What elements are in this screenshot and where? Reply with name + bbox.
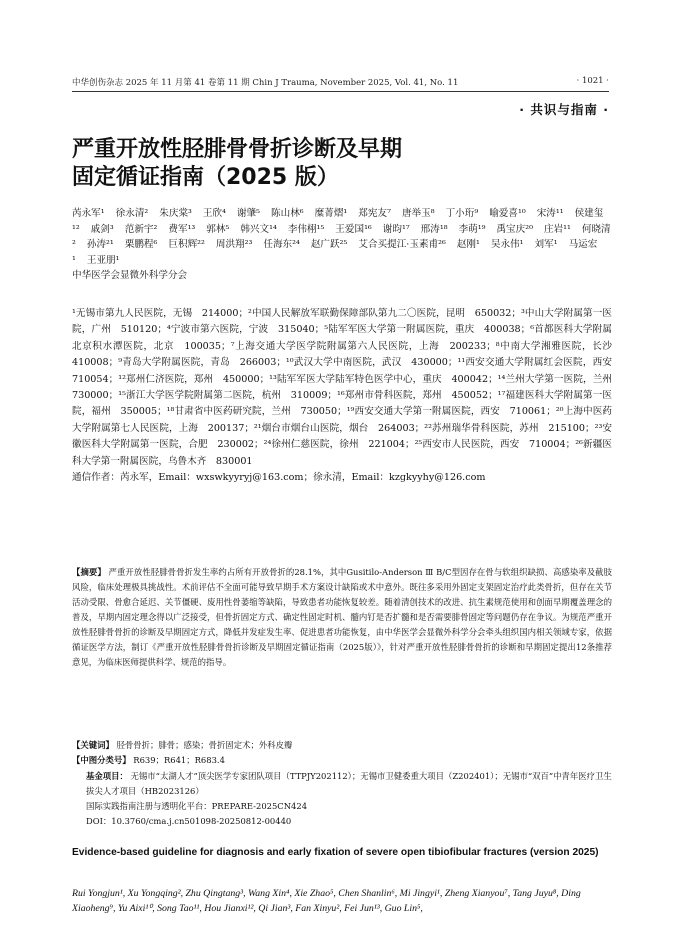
author-name: 郭林⁵ <box>206 223 230 235</box>
author-name: 王爱国¹⁶ <box>335 223 372 235</box>
author-name: 王欣⁴ <box>202 208 226 219</box>
author-name: 赵刚¹ <box>456 239 480 251</box>
correspondence: 通信作者：芮永军，Email：wxswkyyryj@163.com；徐永清，Email：kzgkyyhy@126.com <box>72 472 486 484</box>
author-name: 禹宝庆²⁰ <box>496 223 533 235</box>
english-title: Evidence-based guideline for diagnosis and early fixation of severe open tibiofibular fractures (version 2025) <box>72 847 599 858</box>
author-name: 王亚朋¹ <box>86 254 120 266</box>
author-name: 邢涛¹⁸ <box>420 223 448 235</box>
page-number: · 1021 · <box>576 76 609 86</box>
abstract-label: 【摘要】 <box>72 567 106 577</box>
author-name: 徐永清² <box>115 208 149 219</box>
author-name: 谢昀¹⁷ <box>382 223 410 235</box>
author-name: 刘军¹ <box>534 239 558 251</box>
author-name: 艾合买提江·玉素甫²⁶ <box>358 239 446 251</box>
author-name: 糜菁熠¹ <box>314 208 348 219</box>
author-name: 费军¹³ <box>168 223 196 235</box>
author-list <box>72 206 612 284</box>
author-name: 韩兴文¹⁴ <box>240 223 277 235</box>
author-name: 栗鹏程⁶ <box>124 239 158 251</box>
author-name: 芮永军¹ <box>72 208 105 219</box>
author-name: 李伟栩¹⁵ <box>287 223 325 235</box>
author-name: 何晓清² <box>72 223 611 251</box>
header-rule <box>72 91 609 92</box>
class-codes: R639；R641；R683.4 <box>133 755 225 765</box>
author-name: 孙涛²¹ <box>86 239 114 251</box>
fund-text: 无锡市“太湖人才”顶尖医学专家团队项目（TTPJY202112）；无锡市卫健委重大项目（Z202401）；无锡市“双百”中青年医疗卫生拔尖人才项目（HB2023126） <box>86 771 612 796</box>
title-line-2: 固定循证指南（2025 版） <box>72 165 339 190</box>
keywords-text: 胫骨骨折；腓骨；感染；骨折固定术；外科皮瓣 <box>116 740 293 750</box>
author-name: 朱庆棠³ <box>159 208 192 219</box>
author-name: 唐举玉⁸ <box>401 208 435 219</box>
keywords <box>72 738 612 753</box>
author-name: 李萌¹⁹ <box>458 223 486 235</box>
author-name: 吴永伟¹ <box>490 239 524 251</box>
author-name: 庄岩¹¹ <box>543 223 571 235</box>
section-label: · 共识与指南 · <box>519 102 609 117</box>
abstract-text: 严重开放性胫腓骨骨折发生率约占所有开放骨折的28.1%，其中Gusitilo-Anderson Ⅲ B/C型因存在骨与软组织缺损、高感染率及截肢风险，临床处理极具挑战性。术前评估不全面可能导致早期手术方案设计缺陷或术中意外。既往多采用外固定支架固定治疗此类骨折，但存在关节活动受限、骨愈合延迟、关节僵硬、废用性骨萎缩等缺陷，导致患者功能恢复较差。随着清创技术的改进、抗生素规范使用和创面早期覆盖理念的普及，早期内固定理念得以广泛接受，但骨折固定方式、确定性固定时机、髓内钉是否扩髓和是否需要腓骨固定等问题仍存在争议。为规范严重开放性胫腓骨骨折的诊断及早期固定方式，降低并发症发生率、促进患者功能恢复，由中华医学会显微外科学分会牵头组织国内相关领域专家，依据循证医学方法，制订《严重开放性胫腓骨骨折诊断及早期固定循证指南（2025版）》，针对严重开放性胫腓骨骨折的诊断和早期固定提出12条推荐意见，为临床医师提供科学、规范的指导。 <box>72 567 612 667</box>
author-name: 巨积辉²² <box>168 239 205 251</box>
author-name: 侯建玺¹² <box>72 208 604 235</box>
classification <box>72 753 612 768</box>
class-label: 【中图分类号】 <box>72 755 131 765</box>
doi: DOI：10.3760/cma.j.cn501098-20250812-00440 <box>86 816 292 826</box>
author-name: 马运宏¹ <box>72 239 598 266</box>
journal-line: 中华创伤杂志 2025 年 11 月第 41 卷第 11 期 Chin J Trauma, November 2025, Vol. 41, No. 11 <box>72 78 459 88</box>
author-name: 丁小珩⁹ <box>445 208 479 219</box>
author-name: 谢肇⁵ <box>236 208 261 219</box>
society-name: 中华医学会显微外科学分会 <box>72 270 188 282</box>
fund-label: 基金项目： <box>86 771 128 781</box>
author-name: 陈山林⁶ <box>271 208 304 219</box>
title-line-1: 严重开放性胫腓骨骨折诊断及早期 <box>72 137 403 162</box>
author-name: 宋涛¹¹ <box>536 208 564 219</box>
author-name: 赵广跃²⁵ <box>310 239 348 251</box>
affiliations: ¹无锡市第九人民医院，无锡 214000；²中国人民解放军联勤保障部队第九二〇医院，昆明 650032；³中山大学附属第一医院，广州 510120；⁴宁波市第六医院，宁波 315040；⁵陆军军医大学第一附属医院，重庆 400038；⁶首都医科大学附属北京积水潭医院，北京 100035；⁷上海交通大学医学院附属第六人民医院，上海 200233；⁸中南大学湘雅医院，长沙 410008；⁹青岛大学附属医院，青岛 266003；¹⁰武汉大学中南医院，武汉 430000；¹¹西安交通大学附属红会医院，西安 710054；¹²郑州仁济医院，郑州 450000；¹³陆军军医大学陆军特色医学中心，重庆 400042；¹⁴兰州大学第一医院，兰州 730000；¹⁵浙江大学医学院附属第二医院，杭州 310009；¹⁶郑州市骨科医院，郑州 450052；¹⁷福建医科大学附属第一医院，福州 350005；¹⁸甘肃省中医药研究院，兰州 730050；¹⁹西安交通大学第一附属医院，西安 710061；²⁰上海中医药大学附属第七人民医院，上海 200137；²¹烟台市烟台山医院，烟台 264003；²²苏州瑞华骨科医院，苏州 215100；²³安徽医科大学附属第一医院，合肥 230002；²⁴徐州仁慈医院，徐州 221004；²⁵西安市人民医院，西安 710004；²⁶新疆医科大学第一附属医院，乌鲁木齐 830001 <box>72 308 622 467</box>
funding <box>86 769 612 799</box>
running-header <box>72 76 609 88</box>
author-name: 喻爱喜¹⁰ <box>489 208 526 219</box>
author-names <box>72 206 612 268</box>
author-name: 范新宇² <box>124 223 158 235</box>
author-name: 郑宪友⁷ <box>358 208 391 219</box>
author-name: 戚剑³ <box>90 223 114 235</box>
keywords-label: 【关键词】 <box>72 740 114 750</box>
paper-title <box>72 136 612 192</box>
abstract <box>72 565 612 670</box>
english-authors: Rui Yongjun¹, Xu Yongqing², Zhu Qingtang³, Wang Xin⁴, Xie Zhao⁵, Chen Shanlin⁶, Mi Jingyi¹, Zheng Xianyou⁷, Tang Juyu⁸, Ding Xiaoheng⁹, Yu Aixi¹⁰, Song Tao¹¹, Hou Jianxi¹², Qi Jian³, Fan Xinyu², Fei Jun¹³, Guo Lin⁵, <box>72 888 581 914</box>
author-name: 周洪翔²³ <box>215 239 253 251</box>
affiliations-block <box>72 306 622 486</box>
registration: 国际实践指南注册与透明化平台：PREPARE-2025CN424 <box>86 801 308 811</box>
author-name: 任海东²⁴ <box>263 239 300 251</box>
